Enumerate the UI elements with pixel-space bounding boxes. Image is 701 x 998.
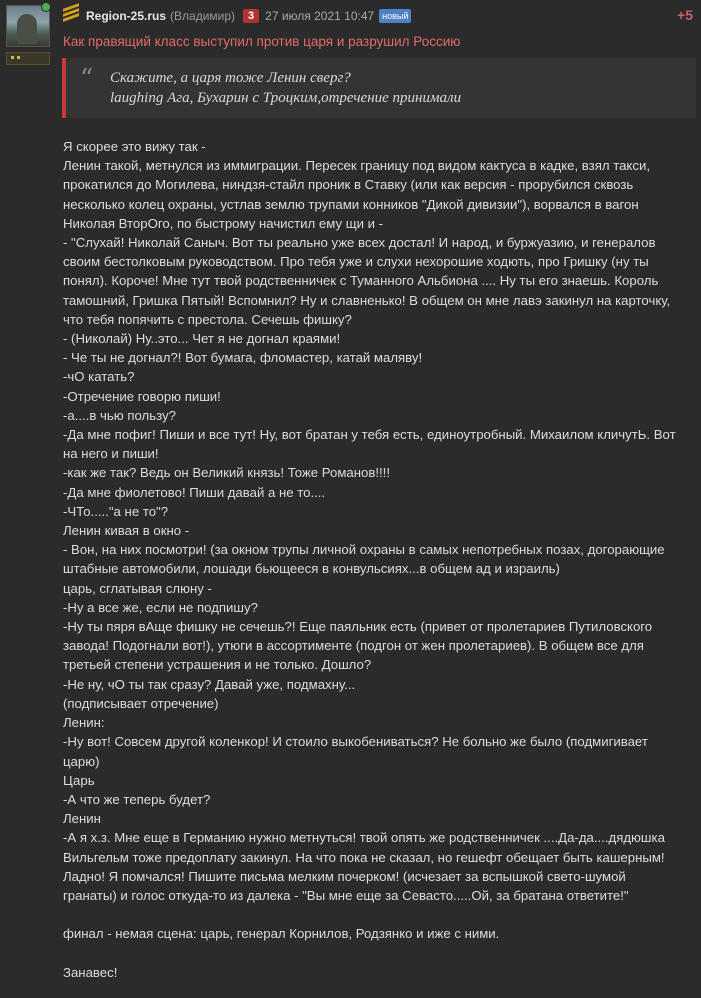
body-line: Вильгельм тоже предоплату закинул. На что пока не сказал, но гешефт обещает быть кашерным! (63, 849, 665, 865)
quote-text (110, 68, 461, 108)
body-line: Ладно! Я помчался! Пишите письма мелким почерком! (исчезает за вспышкой свето-шумой (63, 868, 626, 884)
body-line: - Вон, на них посмотри! (за окном трупы личной охраны в самых непотребных позах, догорающие (63, 542, 665, 558)
body-line: -Да мне пофиг! Пиши и все тут! Ну, вот братан у тебя есть, единоутробный. Михаилом кличутЬ. Вот (63, 427, 676, 443)
body-line: Царь (63, 772, 95, 788)
post-date[interactable]: 27 июля 2021 10:47 (265, 9, 375, 23)
body-line: - "Слухай! Николай Саныч. Вот ты реально уже всех достал! И народ, и буржуазию, и генералов (63, 235, 656, 251)
body-line: несколько колец охраны, устлав землю трупами конников "Дикой дивизии"), ворвался в вагон (63, 196, 639, 212)
rank-stripes-icon (63, 6, 79, 24)
body-line: штабные автомобили, лошади бьющееся в конвульсиях...в общем ад и израиль) (63, 561, 560, 577)
body-line: -Ну а все же, если не подпишу? (63, 599, 258, 615)
body-line (63, 944, 699, 963)
body-line: финал - немая сцена: царь, генерал Корнилов, Родзянко и иже с ними. (63, 926, 500, 942)
rank-icon (6, 52, 50, 65)
body-line: гранаты) и голос откуда-то из далека - "Вы мне еще за Севасто.....Ой, за братана ответите!" (63, 887, 629, 903)
body-line: Ленин такой, метнулся из иммиграции. Пересек границу под видом кактуса в кадке, взял такси, (63, 158, 650, 174)
body-line: - Че ты не догнал?! Вот бумага, фломастер, катай маляву! (63, 350, 423, 366)
body-line: -А что же теперь будет? (63, 791, 211, 807)
body-line: -как же так? Ведь он Великий князь! Тоже Романов!!!! (63, 465, 391, 481)
post-number-badge: 3 (243, 9, 259, 23)
post-body (63, 137, 699, 982)
body-line: прокатился до Могилева, ниндзя-стайл проник в Ставку (или как версия - прорубился сквозь (63, 177, 634, 193)
body-line: Ленин: (63, 715, 105, 731)
body-line: своим бестолковым руководством. Про тебя уже и слухи нехорошие ходють, про Гришку (ну ты (63, 254, 649, 270)
body-line: Николая ВторОго, по быстрому начистил ему щи и - (63, 215, 384, 231)
quote-line: laughing Ага, Бухарин с Троцким,отречение принимали (110, 90, 462, 106)
body-line: тамошний, Гришка Пятый! Вспомнил? Ну и славненько! В общем он мне лавэ закинул на карточку, (63, 292, 671, 308)
post-header (86, 8, 411, 24)
body-line: -Да мне фиолетово! Пиши давай а не то.... (63, 484, 326, 500)
body-line: (подписывает отречение) (63, 695, 219, 711)
body-line: царю) (63, 753, 100, 769)
body-line: -Не ну, чО ты так сразу? Давай уже, подмахну... (63, 676, 356, 692)
body-line: Ленин кивая в окно - (63, 523, 190, 539)
body-line: -Ну ты пяря вАще фишку не сечешь?! Еще паяльник есть (привет от пролетариев Путиловского (63, 619, 653, 635)
body-line: -чО катать? (63, 369, 135, 385)
username-link[interactable]: Region-25.rus (86, 9, 167, 23)
body-line: понял). Короче! Мне тут твой родственничек с Туманного Альбиона .... Ну ты его знаешь. Король (63, 273, 659, 289)
body-line: на него и пиши! (63, 446, 159, 462)
quote-block (62, 58, 696, 118)
body-line: третьей степени устрашения и не только. Дошло? (63, 657, 372, 673)
quote-line: Скажите, а царя тоже Ленин сверг? (110, 70, 351, 86)
post-rating[interactable]: +5 (677, 7, 693, 23)
body-line (63, 905, 699, 924)
body-line: -а....в чью пользу? (63, 407, 176, 423)
body-line: Занавес! (63, 964, 118, 980)
post-title[interactable]: Как правящий класс выступил против царя и разрушил Россию (63, 34, 461, 49)
body-line: -А я х.з. Мне еще в Германию нужно метнуться! твой опять же родственничек ....Да-да....дядюшка (63, 830, 665, 846)
body-line: завода! Подогнали вот!), утюги в ассортименте (подгон от жен пролетариев). В общем все для (63, 638, 644, 654)
online-status-icon (41, 2, 51, 12)
body-line: -ЧТо....."а не то"? (63, 503, 169, 519)
avatar-figure (17, 14, 37, 44)
quote-icon: “ (80, 64, 94, 94)
body-line: царь, сглатывая слюну - (63, 580, 212, 596)
body-line: - (Николай) Ну..это... Чет я не догнал краями! (63, 331, 341, 347)
body-line: -Ну вот! Совсем другой коленкор! И стоило выкобениваться? Не больно же было (подмигивает (63, 734, 648, 750)
body-line: Я скорее это вижу так - (63, 139, 206, 154)
new-badge: новый (379, 9, 411, 23)
real-name: (Владимир) (170, 9, 236, 23)
body-line: -Отречение говорю пиши! (63, 388, 221, 404)
body-line: Ленин (63, 811, 101, 827)
body-line: что тебя попячить с престола. Сечешь фишку? (63, 311, 352, 327)
